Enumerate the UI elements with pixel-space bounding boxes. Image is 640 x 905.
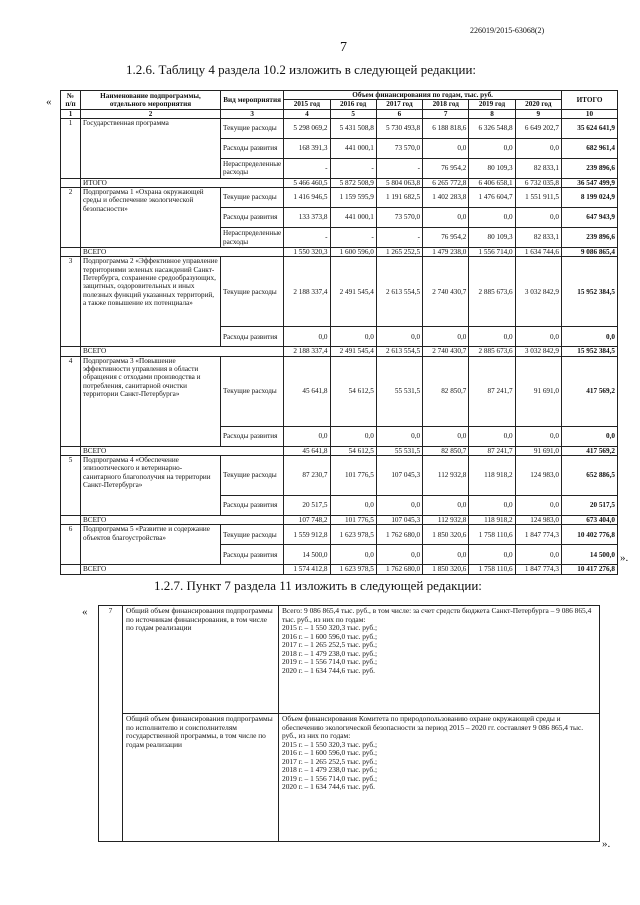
summary-value: 54 612,5 [330, 446, 376, 455]
summary-value: 124 983,0 [515, 515, 561, 524]
row-number: 3 [61, 257, 81, 347]
year-value: 87 230,7 [284, 455, 330, 495]
summary-value: 1 556 714,0 [469, 248, 515, 257]
year-value: 133 373,8 [284, 208, 330, 228]
year-value: 2 491 545,4 [330, 257, 376, 327]
year-value: 0,0 [284, 426, 330, 446]
expense-kind: Нераспределенные расходы [221, 158, 284, 178]
text-line: 2016 г. – 1 600 596,0 тыс. руб.; [282, 748, 378, 758]
year-value: 0,0 [515, 138, 561, 158]
year-value: 82 850,7 [423, 356, 469, 426]
year-value: 2 740 430,7 [423, 257, 469, 327]
row-total: 652 886,5 [562, 455, 618, 495]
summary-total: 10 417 276,8 [562, 565, 618, 574]
year-value: 54 612,5 [330, 356, 376, 426]
summary-value: 1 847 774,3 [515, 565, 561, 574]
summary-num-cell [61, 347, 81, 356]
year-value: 1 623 978,5 [330, 525, 376, 545]
year-value: 0,0 [469, 138, 515, 158]
column-number: 8 [469, 109, 515, 118]
text-line: 2018 г. – 1 479 238,0 тыс. руб.; [282, 648, 378, 658]
column-number: 9 [515, 109, 561, 118]
text-line: 2018 г. – 1 479 238,0 тыс. руб.; [282, 765, 378, 775]
year-value: 0,0 [330, 545, 376, 565]
section-heading-1: 1.2.6. Таблицу 4 раздела 10.2 изложить в следующей редакции: [126, 62, 477, 77]
expense-kind: Расходы развития [221, 327, 284, 347]
summary-total: 417 569,2 [562, 446, 618, 455]
open-quote-2: « [82, 606, 88, 618]
summary-value: 101 776,5 [330, 515, 376, 524]
subprogram-name: Подпрограмма 3 «Повышение эффективности управления в области обращения с отходами производства и потребления, санитарной очистки территории Санкт-Петербурга» [81, 356, 221, 446]
row-total: 8 199 024,9 [562, 188, 618, 208]
row-number: 6 [61, 525, 81, 565]
year-value: 0,0 [469, 426, 515, 446]
text-line: 2019 г. – 1 556 714,0 тыс. руб.; [282, 773, 378, 783]
year-value: 107 045,3 [376, 455, 422, 495]
year-value: 168 391,3 [284, 138, 330, 158]
summary-value: 107 045,3 [376, 515, 422, 524]
summary-label: ВСЕГО [81, 515, 284, 524]
expense-kind: Текущие расходы [221, 188, 284, 208]
open-quote-1: « [46, 96, 52, 108]
summary-row [61, 248, 618, 257]
row-number: 2 [61, 188, 81, 248]
year-value: 0,0 [330, 327, 376, 347]
summary-value: 5 804 063,8 [376, 178, 422, 187]
header-year: 2018 год [423, 100, 469, 109]
close-quote-1: ». [620, 552, 629, 564]
year-value: 0,0 [423, 327, 469, 347]
expense-kind: Расходы развития [221, 208, 284, 228]
year-value: 45 641,8 [284, 356, 330, 426]
text-line: Всего: 9 086 865,4 тыс. руб., в том числе: за счет средств бюджета Санкт-Петербурга – 9 086 865,4 тыс. руб., из них по годам: [282, 606, 592, 624]
year-value: 1 476 604,7 [469, 188, 515, 208]
year-value: 0,0 [515, 545, 561, 565]
summary-value: 118 918,2 [469, 515, 515, 524]
summary-total: 36 547 499,9 [562, 178, 618, 187]
column-number: 10 [562, 109, 618, 118]
header-kind: Вид мероприятия [221, 91, 284, 110]
summary-row [61, 565, 618, 574]
year-value: 55 531,5 [376, 356, 422, 426]
summary-value: 2 885 673,6 [469, 347, 515, 356]
summary-total: 9 086 865,4 [562, 248, 618, 257]
year-value: 1 850 320,6 [423, 525, 469, 545]
year-value: 6 649 202,7 [515, 118, 561, 138]
year-value: 0,0 [515, 327, 561, 347]
year-value: 0,0 [284, 327, 330, 347]
text-line: 2020 г. – 1 634 744,6 тыс. руб. [282, 665, 375, 675]
year-value: 0,0 [423, 138, 469, 158]
summary-value: 45 641,8 [284, 446, 330, 455]
text-line: 2015 г. – 1 550 320,3 тыс. руб.; [282, 739, 378, 749]
summary-value: 112 932,8 [423, 515, 469, 524]
row-total: 35 624 641,9 [562, 118, 618, 138]
document-number: 226019/2015-63068(2) [470, 26, 545, 35]
year-value: 73 570,0 [376, 138, 422, 158]
section-heading-2: 1.2.7. Пункт 7 раздела 11 изложить в следующей редакции: [154, 578, 482, 593]
summary-num-cell [61, 565, 81, 574]
expense-kind: Текущие расходы [221, 257, 284, 327]
row2-text [279, 714, 600, 842]
year-value: 0,0 [376, 545, 422, 565]
summary-label: ИТОГО [81, 178, 284, 187]
year-value: 5 730 493,8 [376, 118, 422, 138]
summary-value: 5 872 508,9 [330, 178, 376, 187]
summary-value: 1 762 680,0 [376, 565, 422, 574]
year-value: 0,0 [330, 495, 376, 515]
year-value: 1 551 911,5 [515, 188, 561, 208]
subprogram-name: Подпрограмма 4 «Обеспечение эпизоотического и ветеринарно-санитарного благополучия на территории Санкт-Петербурга» [81, 455, 221, 515]
column-number: 3 [221, 109, 284, 118]
row-total: 682 961,4 [562, 138, 618, 158]
header-funding: Объем финансирования по годам, тыс. руб. [284, 91, 562, 100]
summary-value: 3 032 842,9 [515, 347, 561, 356]
summary-value: 2 740 430,7 [423, 347, 469, 356]
text-line: 2020 г. – 1 634 744,6 тыс. руб. [282, 782, 375, 792]
year-value: 0,0 [469, 208, 515, 228]
table-row [61, 525, 618, 545]
year-value: 2 613 554,5 [376, 257, 422, 327]
year-value: 6 326 548,8 [469, 118, 515, 138]
column-number: 5 [330, 109, 376, 118]
year-value: 1 559 912,8 [284, 525, 330, 545]
summary-label: ВСЕГО [81, 347, 284, 356]
year-value: 441 000,1 [330, 138, 376, 158]
expense-kind: Расходы развития [221, 545, 284, 565]
year-value: 76 954,2 [423, 228, 469, 248]
year-value: 0,0 [423, 545, 469, 565]
close-quote-2: ». [602, 838, 611, 850]
summary-value: 2 188 337,4 [284, 347, 330, 356]
summary-num-cell [61, 515, 81, 524]
year-value: 20 517,5 [284, 495, 330, 515]
summary-value: 2 613 554,5 [376, 347, 422, 356]
year-value: 112 932,8 [423, 455, 469, 495]
text-line: 2019 г. – 1 556 714,0 тыс. руб.; [282, 657, 378, 667]
summary-value: 1 265 252,5 [376, 248, 422, 257]
column-number: 7 [423, 109, 469, 118]
header-num: № п/п [61, 91, 81, 110]
summary-num-cell [61, 446, 81, 455]
summary-value: 1 850 320,6 [423, 565, 469, 574]
year-value: 91 691,0 [515, 356, 561, 426]
year-value: - [330, 228, 376, 248]
row-total: 239 896,6 [562, 158, 618, 178]
year-value: 1 191 682,5 [376, 188, 422, 208]
table-row [61, 356, 618, 426]
year-value: 101 776,5 [330, 455, 376, 495]
summary-row [61, 178, 618, 187]
year-value: 441 000,1 [330, 208, 376, 228]
year-value: 87 241,7 [469, 356, 515, 426]
year-value: 1 847 774,3 [515, 525, 561, 545]
summary-value: 1 634 744,6 [515, 248, 561, 257]
summary-value: 1 574 412,8 [284, 565, 330, 574]
row-total: 0,0 [562, 327, 618, 347]
summary-value: 87 241,7 [469, 446, 515, 455]
summary-num-cell [61, 248, 81, 257]
funding-table [60, 90, 618, 575]
subprogram-name: Подпрограмма 1 «Охрана окружающей среды и обеспечение экологической безопасности» [81, 188, 221, 248]
row-total: 239 896,6 [562, 228, 618, 248]
summary-label: ВСЕГО [81, 248, 284, 257]
year-value: 14 500,0 [284, 545, 330, 565]
summary-value: 5 466 460,5 [284, 178, 330, 187]
item-number: 7 [99, 606, 123, 842]
summary-value: 1 550 320,3 [284, 248, 330, 257]
subprogram-name: Государственная программа [81, 118, 221, 178]
column-number: 4 [284, 109, 330, 118]
year-value: 0,0 [423, 495, 469, 515]
row-number: 4 [61, 356, 81, 446]
row1-text [279, 606, 600, 714]
row-total: 10 402 776,8 [562, 525, 618, 545]
expense-kind: Расходы развития [221, 495, 284, 515]
year-value: 80 109,3 [469, 228, 515, 248]
year-value: 6 188 818,6 [423, 118, 469, 138]
summary-value: 1 600 596,0 [330, 248, 376, 257]
year-value: 3 032 842,9 [515, 257, 561, 327]
subprogram-name: Подпрограмма 5 «Развитие и содержание объектов благоустройства» [81, 525, 221, 565]
row-total: 14 500,0 [562, 545, 618, 565]
summary-value: 2 491 545,4 [330, 347, 376, 356]
year-value: 0,0 [376, 495, 422, 515]
header-year: 2017 год [376, 100, 422, 109]
year-value: - [330, 158, 376, 178]
expense-kind: Нераспределенные расходы [221, 228, 284, 248]
column-number: 2 [81, 109, 221, 118]
year-value: - [284, 158, 330, 178]
year-value: 76 954,2 [423, 158, 469, 178]
text-line: 2017 г. – 1 265 252,5 тыс. руб.; [282, 756, 378, 766]
expense-kind: Текущие расходы [221, 118, 284, 138]
year-value: 0,0 [469, 327, 515, 347]
summary-label: ВСЕГО [81, 446, 284, 455]
year-value: 0,0 [469, 495, 515, 515]
summary-num-cell [61, 178, 81, 187]
year-value: - [376, 228, 422, 248]
table-row [61, 118, 618, 138]
year-value: - [284, 228, 330, 248]
year-value: 1 416 946,5 [284, 188, 330, 208]
row-number: 1 [61, 118, 81, 178]
year-value: 82 833,1 [515, 158, 561, 178]
text-line: 2016 г. – 1 600 596,0 тыс. руб.; [282, 631, 378, 641]
header-year: 2020 год [515, 100, 561, 109]
expense-kind: Текущие расходы [221, 455, 284, 495]
year-value: 73 570,0 [376, 208, 422, 228]
year-value: - [376, 158, 422, 178]
year-value: 0,0 [469, 545, 515, 565]
summary-row [61, 347, 618, 356]
summary-value: 82 850,7 [423, 446, 469, 455]
summary-value: 6 732 035,8 [515, 178, 561, 187]
summary-value: 6 265 772,8 [423, 178, 469, 187]
header-total: ИТОГО [562, 91, 618, 110]
row-total: 15 952 384,5 [562, 257, 618, 327]
table-row [61, 188, 618, 208]
year-value: 5 431 508,8 [330, 118, 376, 138]
row1-label: Общий объем финансирования подпрограммы по источникам финансирования, в том числе по годам реализации [123, 606, 279, 714]
summary-value: 1 758 110,6 [469, 565, 515, 574]
year-value: 118 918,2 [469, 455, 515, 495]
year-value: 124 983,0 [515, 455, 561, 495]
expense-kind: Расходы развития [221, 426, 284, 446]
year-value: 0,0 [515, 208, 561, 228]
text-line: 2017 г. – 1 265 252,5 тыс. руб.; [282, 640, 378, 650]
column-number: 6 [376, 109, 422, 118]
expense-kind: Текущие расходы [221, 525, 284, 545]
year-value: 1 159 595,9 [330, 188, 376, 208]
text-line: Объем финансирования Комитета по природопользованию охране окружающей среды и обеспечению экологической безопасности за период 2015 – 2020 гг. составляет 9 086 865,4 тыс. руб., из них по годам: [282, 714, 584, 741]
year-value: 0,0 [376, 426, 422, 446]
row-number: 5 [61, 455, 81, 515]
row-total: 20 517,5 [562, 495, 618, 515]
column-number: 1 [61, 109, 81, 118]
year-value: 0,0 [423, 208, 469, 228]
summary-row [61, 515, 618, 524]
row-total: 647 943,9 [562, 208, 618, 228]
year-value: 2 188 337,4 [284, 257, 330, 327]
expense-kind: Текущие расходы [221, 356, 284, 426]
row-total: 417 569,2 [562, 356, 618, 426]
row-total: 0,0 [562, 426, 618, 446]
summary-total: 15 952 384,5 [562, 347, 618, 356]
summary-total: 673 404,0 [562, 515, 618, 524]
year-value: 5 298 069,2 [284, 118, 330, 138]
year-value: 0,0 [423, 426, 469, 446]
summary-value: 1 623 978,5 [330, 565, 376, 574]
header-year: 2015 год [284, 100, 330, 109]
summary-row [61, 446, 618, 455]
summary-value: 107 748,2 [284, 515, 330, 524]
subprogram-passport-table [98, 605, 600, 842]
summary-value: 6 406 658,1 [469, 178, 515, 187]
header-year: 2019 год [469, 100, 515, 109]
header-year: 2016 год [330, 100, 376, 109]
year-value: 82 833,1 [515, 228, 561, 248]
subprogram-name: Подпрограмма 2 «Эффективное управление территориями зеленых насаждений Санкт-Петербурга, сохранение средообразующих, защитных, оздоровительных и иных полезных функций указанных территорий, а также повышение их потенциала» [81, 257, 221, 347]
year-value: 2 885 673,6 [469, 257, 515, 327]
year-value: 0,0 [515, 426, 561, 446]
summary-value: 1 479 238,0 [423, 248, 469, 257]
year-value: 1 762 680,0 [376, 525, 422, 545]
year-value: 1 758 110,6 [469, 525, 515, 545]
header-name: Наименование подпрограммы, отдельного мероприятия [81, 91, 221, 110]
page-number: 7 [340, 40, 347, 55]
year-value: 0,0 [376, 327, 422, 347]
table-row [61, 257, 618, 327]
text-line: 2015 г. – 1 550 320,3 тыс. руб.; [282, 623, 378, 633]
expense-kind: Расходы развития [221, 138, 284, 158]
year-value: 0,0 [330, 426, 376, 446]
year-value: 80 109,3 [469, 158, 515, 178]
summary-value: 55 531,5 [376, 446, 422, 455]
row2-label: Общий объем финансирования подпрограммы по исполнителю и соисполнителям государственной программы, в том числе по годам реализации [123, 714, 279, 842]
summary-value: 91 691,0 [515, 446, 561, 455]
summary-label: ВСЕГО [81, 565, 284, 574]
year-value: 1 402 283,8 [423, 188, 469, 208]
year-value: 0,0 [515, 495, 561, 515]
table-row [61, 455, 618, 495]
